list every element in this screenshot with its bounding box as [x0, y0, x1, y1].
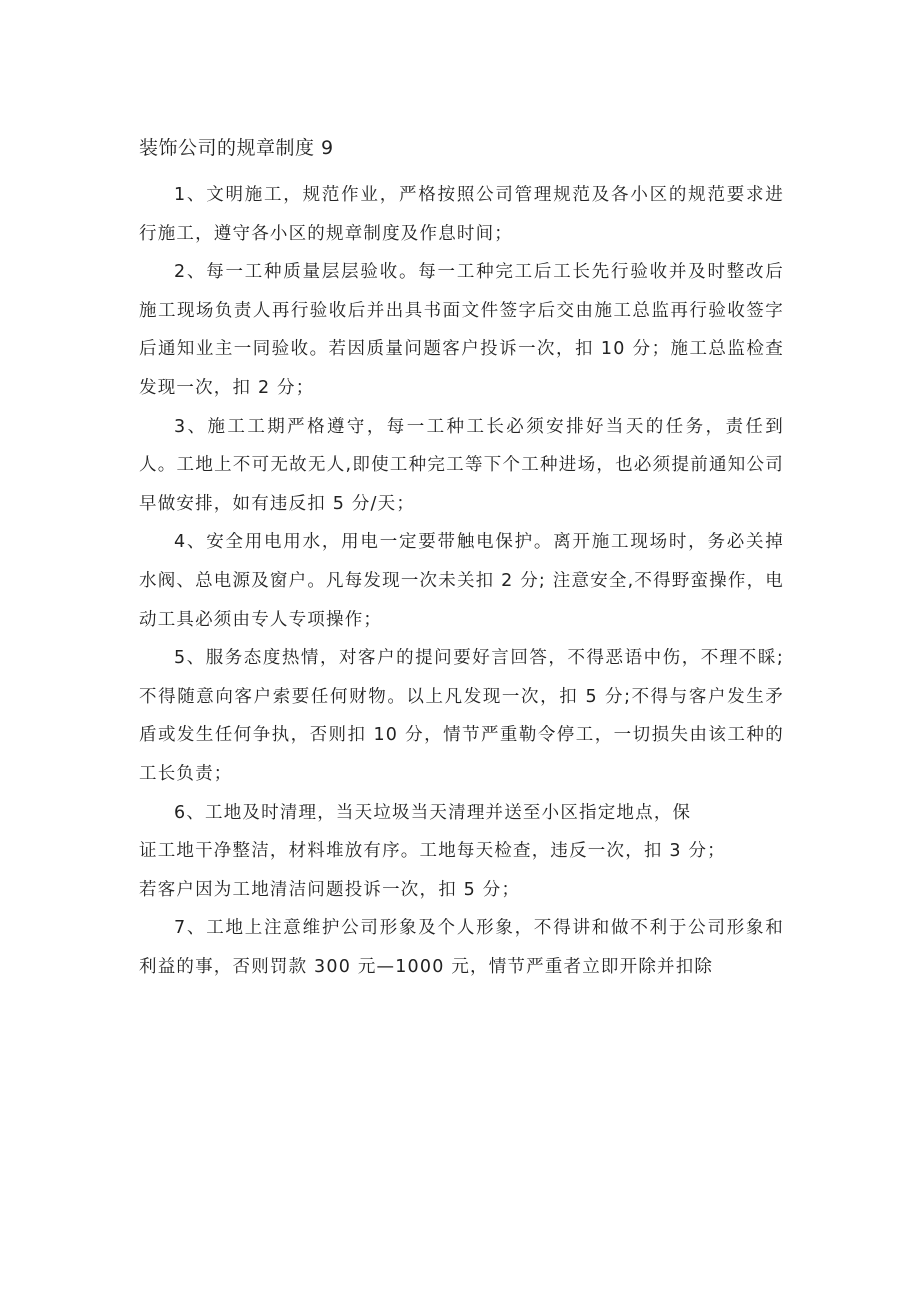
rule-2-paragraph: 2、每一工种质量层层验收。每一工种完工后工长先行验收并及时整改后施工现场负责人再行验收后并出具书面文件签字后交由施工总监再行验收签字后通知业主一同验收。若因质量问题客户投诉一次，扣 10 分；施工总监检查发现一次，扣 2 分；: [139, 262, 784, 398]
document-title: 装饰公司的规章制度 9: [139, 137, 334, 159]
rule-5-paragraph: 5、服务态度热情，对客户的提问要好言回答，不得恶语中伤，不理不睬; 不得随意向客户索要任何财物。以上凡发现一次，扣 5 分;不得与客户发生矛盾或发生任何争执，否则扣 10 分，情节严重勒令停工，一切损失由该工种的工长负责；: [139, 648, 784, 784]
rule-6-paragraph-line-2: 证工地干净整洁，材料堆放有序。工地每天检查，违反一次，扣 3 分；: [139, 841, 726, 862]
rule-6-paragraph-line-1: 6、工地及时清理，当天垃圾当天清理并送至小区指定地点，保: [174, 802, 692, 823]
rule-4-paragraph: 4、安全用电用水，用电一定要带触电保护。离开施工现场时，务必关掉水阀、总电源及窗户。凡每发现一次未关扣 2 分; 注意安全,不得野蛮操作，电动工具必须由专人专项操作；: [139, 532, 784, 630]
rule-7-paragraph: 7、工地上注意维护公司形象及个人形象，不得讲和做不利于公司形象和利益的事，否则罚款 300 元—1000 元，情节严重者立即开除并扣除: [139, 918, 784, 977]
rule-1-paragraph: 1、文明施工，规范作业，严格按照公司管理规范及各小区的规范要求进行施工，遵守各小区的规章制度及作息时间；: [139, 185, 784, 244]
rule-3-paragraph: 3、施工工期严格遵守，每一工种工长必须安排好当天的任务，责任到人。工地上不可无故无人,即使工种完工等下个工种进场，也必须提前通知公司早做安排，如有违反扣 5 分/天；: [139, 416, 784, 514]
document-body: [139, 132, 784, 986]
rule-6-paragraph-line-3: 若客户因为工地清洁问题投诉一次，扣 5 分；: [139, 879, 521, 900]
